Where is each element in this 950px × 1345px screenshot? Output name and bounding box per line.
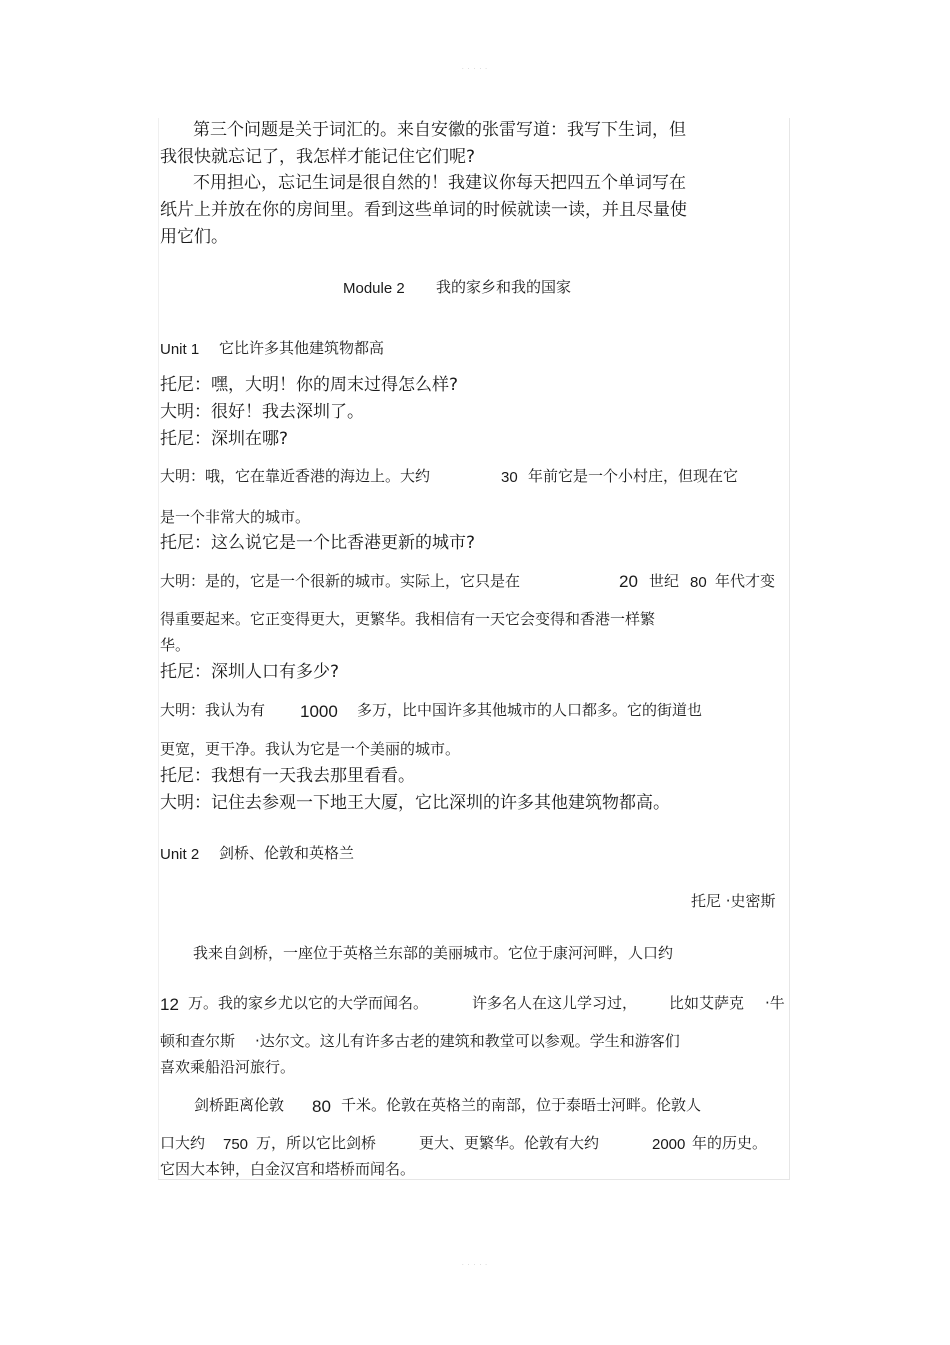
unit2-p1-line3a: 顿和查尔斯	[160, 1032, 236, 1050]
intro-p1-line2: 我很快就忘记了，我怎样才能记住它们呢?	[160, 147, 476, 167]
column-rule-left	[158, 118, 159, 1180]
unit2-p1-number: 12	[160, 995, 179, 1014]
dialogue-line-4b: 年前它是一个小村庄，但现在它	[528, 467, 739, 485]
dialogue-line-6c: 年代才变	[715, 572, 776, 590]
unit2-p2-line2a: 口大约	[160, 1134, 206, 1152]
dialogue-line-6-number-1: 20	[619, 572, 638, 591]
unit2-p1-line2b: 许多名人在这儿学习过，	[472, 994, 638, 1012]
dialogue-line-8a: 大明：我认为有	[160, 701, 266, 719]
dialogue-line-6b: 世纪	[649, 572, 680, 590]
unit2-p2-line3: 它因大本钟，白金汉宫和塔桥而闻名。	[160, 1160, 416, 1178]
unit2-p1-line1: 我来自剑桥，一座位于英格兰东部的美丽城市。它位于康河河畔，人口约	[193, 944, 674, 962]
dialogue-line-8b: 多万，比中国许多其他城市的人口都多。它的街道也	[357, 701, 703, 719]
unit2-p2-line2d: 年的历史。	[692, 1134, 768, 1152]
dialogue-line-8c: 更宽，更干净。我认为它是一个美丽的城市。	[160, 740, 461, 758]
unit1-title: 它比许多其他建筑物都高	[219, 339, 385, 357]
intro-p2-line1: 不用担心，忘记生词是很自然的！我建议你每天把四五个单词写在	[193, 173, 686, 193]
dialogue-line-1: 托尼：嘿，大明！你的周末过得怎么样?	[160, 375, 459, 395]
intro-p2-line2: 纸片上并放在你的房间里。看到这些单词的时候就读一读，并且尽量使	[160, 200, 687, 220]
column-rule-right	[789, 118, 790, 1180]
dialogue-line-4-number: 30	[501, 469, 518, 486]
dialogue-line-10: 大明：记住去参观一下地王大厦，它比深圳的许多其他建筑物都高。	[160, 793, 670, 813]
unit2-label: Unit 2	[160, 846, 200, 863]
unit2-p2-line2b: 万，所以它比剑桥	[256, 1134, 377, 1152]
dialogue-line-6-number-2: 80	[690, 574, 707, 591]
intro-p1-line1: 第三个问题是关于词汇的。来自安徽的张雷写道：我写下生词，但	[193, 120, 686, 140]
page-mark-bottom: · · · · ·	[461, 1262, 489, 1269]
unit2-p2-line2c: 更大、更繁华。伦敦有大约	[419, 1134, 600, 1152]
dialogue-line-5: 托尼：这么说它是一个比香港更新的城市?	[160, 533, 476, 553]
unit2-p1-line4: 喜欢乘船沿河旅行。	[160, 1058, 296, 1076]
unit2-p2-number-1: 80	[312, 1097, 331, 1116]
unit2-p2-number-3: 2000	[652, 1136, 686, 1153]
unit2-title: 剑桥、伦敦和英格兰	[219, 844, 355, 862]
unit2-p2-line1a: 剑桥距离伦敦	[194, 1096, 285, 1114]
dialogue-line-4a: 大明：哦，它在靠近香港的海边上。大约	[160, 467, 431, 485]
unit2-author: 托尼 ·史密斯	[691, 892, 776, 910]
dialogue-line-6d: 得重要起来。它正变得更大，更繁华。我相信有一天它会变得和香港一样繁	[160, 610, 656, 628]
dialogue-line-6e: 华。	[160, 636, 191, 654]
dialogue-line-8-number: 1000	[300, 702, 338, 721]
dialogue-line-7: 托尼：深圳人口有多少?	[160, 662, 340, 682]
dialogue-line-3: 托尼：深圳在哪?	[160, 429, 289, 449]
dialogue-line-9: 托尼：我想有一天我去那里看看。	[160, 766, 415, 786]
intro-p2-line3: 用它们。	[160, 227, 228, 247]
unit2-p2-number-2: 750	[223, 1136, 249, 1153]
unit2-p1-line2c: 比如艾萨克	[669, 994, 745, 1012]
unit2-p1-line3b: ·达尔文。这儿有许多古老的建筑和教堂可以参观。学生和游客们	[255, 1032, 680, 1050]
column-rule-bottom	[158, 1179, 790, 1180]
page-mark-top: · · · · ·	[461, 66, 489, 73]
dialogue-line-6a: 大明：是的，它是一个很新的城市。实际上，它只是在	[160, 572, 521, 590]
dialogue-line-4c: 是一个非常大的城市。	[160, 508, 311, 526]
unit1-label: Unit 1	[160, 341, 200, 358]
unit2-p2-line1b: 千米。伦敦在英格兰的南部，位于泰晤士河畔。伦敦人	[341, 1096, 702, 1114]
unit2-p1-line2a: 万。我的家乡尤以它的大学而闻名。	[188, 994, 429, 1012]
dialogue-line-2: 大明：很好！我去深圳了。	[160, 402, 364, 422]
unit2-p1-line2d: ·牛	[765, 994, 785, 1012]
module-title: 我的家乡和我的国家	[436, 278, 572, 296]
module-label: Module 2	[343, 280, 405, 297]
